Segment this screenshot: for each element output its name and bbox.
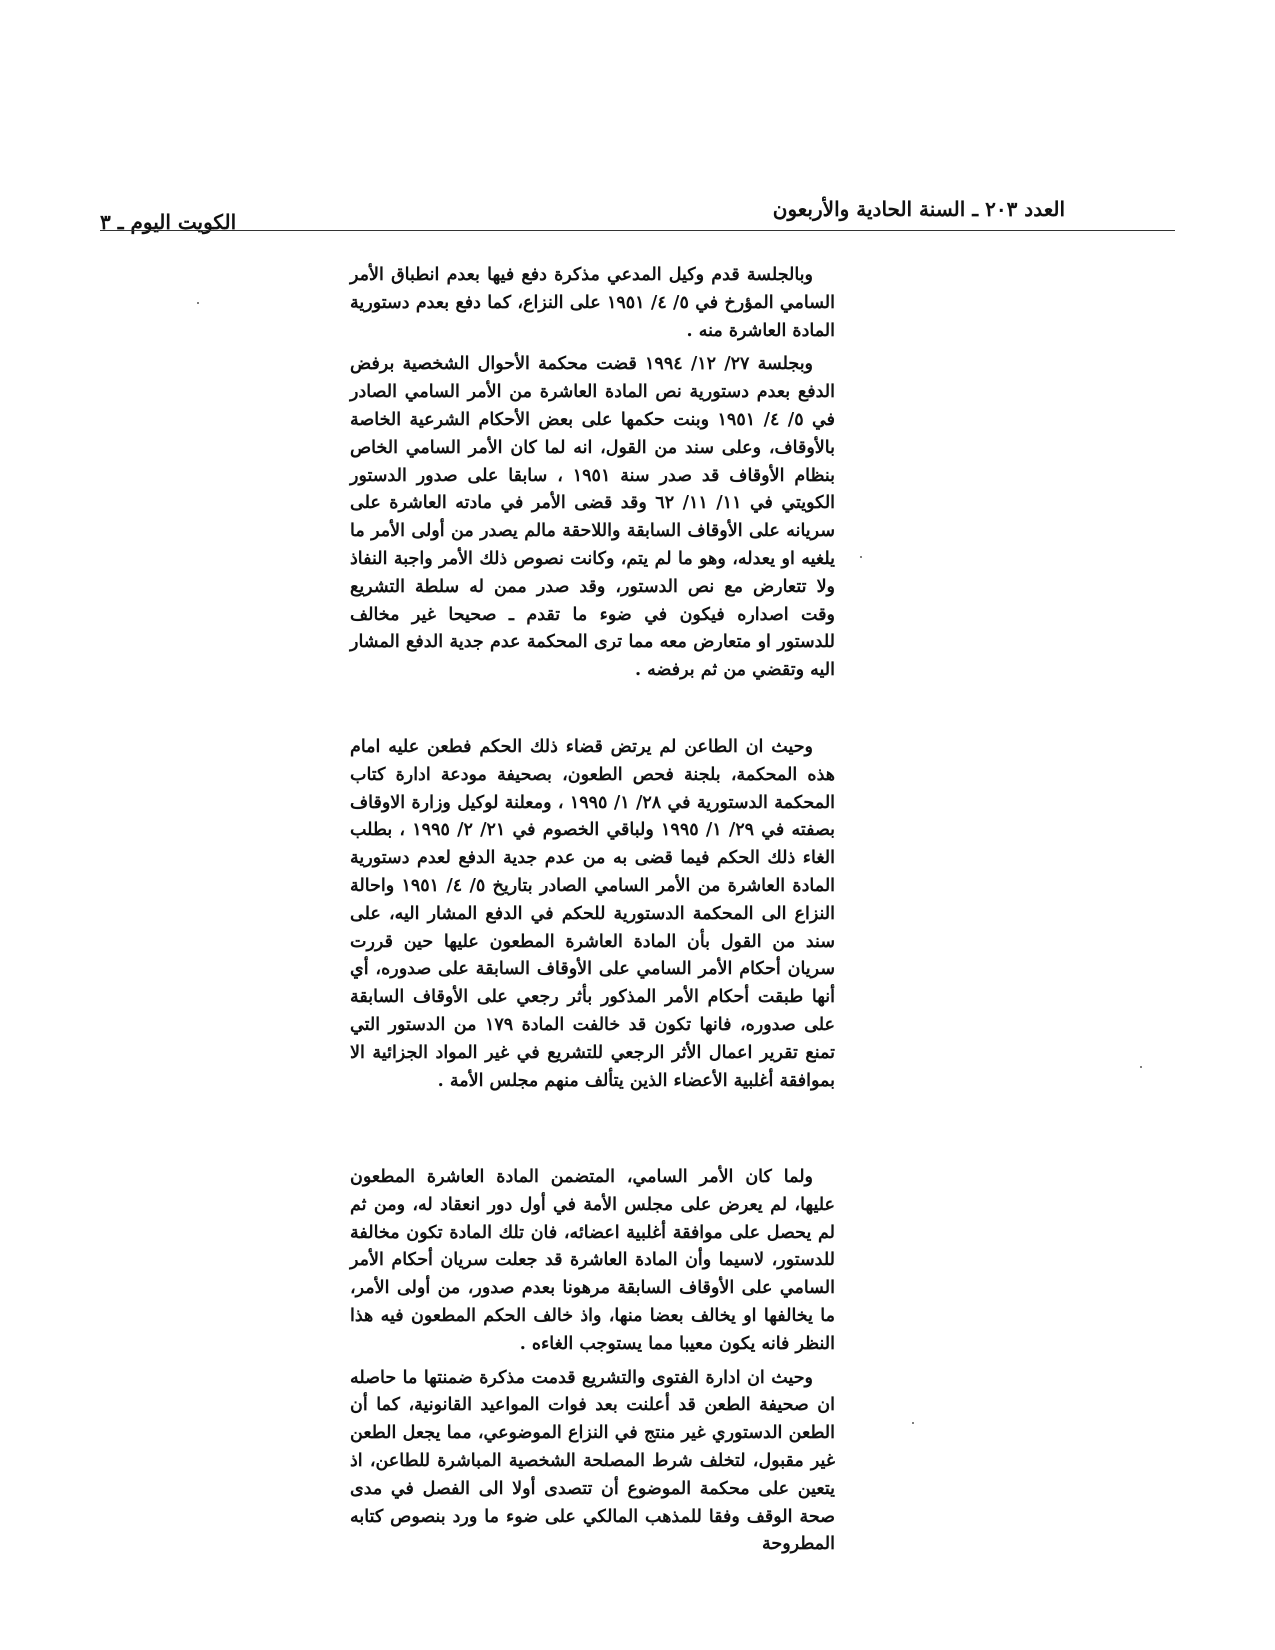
issue-header: العدد ٢٠٣ ـ السنة الحادية والأربعون <box>772 197 1065 221</box>
scan-speck <box>1140 1066 1142 1068</box>
paragraph: وبالجلسة قدم وكيل المدعي مذكرة دفع فيها بعدم انطباق الأمر السامي المؤرخ في ٥/ ٤/ ١٩٥١ على النزاع، كما دفع بعدم دستورية المادة العاشرة منه . <box>350 265 836 341</box>
text-section-1 <box>350 262 835 691</box>
paragraph: وبجلسة ٢٧/ ١٢/ ١٩٩٤ قضت محكمة الأحوال الشخصية برفض الدفع بعدم دستورية نص المادة العاشرة من الأمر السامي الصادر في ٥/ ٤/ ١٩٥١ وبنت حكمها على بعض الأحكام الشرعية الخاصة بالأوقاف، وعلى سند من القول، انه لما كان الأمر السامي الخاص بنظام الأوقاف قد صدر سنة ١٩٥١ ، سابقا على صدور الدستور الكويتي في ١١/ ١١/ ٦٢ وقد قضى الأمر في مادته العاشرة على سريانه على الأوقاف السابقة واللاحقة مالم يصدر من أولى الأمر ما يلغيه او يعدله، وهو ما لم يتم، وكانت نصوص ذلك الأمر واجبة النفاذ ولا تتعارض مع نص الدستور، وقد صدر ممن له سلطة التشريع وقت اصداره فيكون في ضوء ما تقدم ـ صحيحا غير مخالف للدستور او متعارض معه مما ترى المحكمة عدم جدية الدفع المشار اليه وتقضي من ثم برفضه . <box>350 354 836 681</box>
paragraph: وحيث ان الطاعن لم يرتض قضاء ذلك الحكم فطعن عليه امام هذه المحكمة، بلجنة فحص الطعون، بصحيفة مودعة ادارة كتاب المحكمة الدستورية في ٢٨/ ١/ ١٩٩٥ ، ومعلنة لوكيل وزارة الاوقاف بصفته في ٢٩/ ١/ ١٩٩٥ ولباقي الخصوم في ٢١/ ٢/ ١٩٩٥ ، بطلب الغاء ذلك الحكم فيما قضى به من عدم جدية الدفع لعدم دستورية المادة العاشرة من الأمر السامي الصادر بتاريخ ٥/ ٤/ ١٩٥١ واحالة النزاع الى المحكمة الدستورية للحكم في الدفع المشار اليه، على سند من القول بأن المادة العاشرة المطعون عليها حين قررت سريان أحكام الأمر السامي على الأوقاف السابقة على صدوره، أي أنها طبقت أحكام الأمر المذكور بأثر رجعي على الأوقاف السابقة على صدوره، فانها تكون قد خالفت المادة ١٧٩ من الدستور التي تمنع تقرير اعمال الأثر الرجعي للتشريع في غير المواد الجزائية الا بموافقة أغلبية الأعضاء الذين يتألف منهم مجلس الأمة . <box>350 737 836 1091</box>
scan-speck <box>912 1422 914 1424</box>
text-section-3 <box>350 1164 835 1565</box>
scan-speck <box>197 302 199 304</box>
header-divider <box>100 230 1175 231</box>
paragraph: وحيث ان ادارة الفتوى والتشريع قدمت مذكرة ضمنتها ما حاصله ان صحيفة الطعن قد أعلنت بعد فوات المواعيد القانونية، كما أن الطعن الدستوري غير منتج في النزاع الموضوعي، مما يجعل الطعن غير مقبول، لتخلف شرط المصلحة الشخصية المباشرة للطاعن، اذ يتعين على محكمة الموضوع أن تتصدى أولا الى الفصل في مدى صحة الوقف وفقا للمذهب المالكي على ضوء ما ورد بنصوص كتابه المطروحة <box>350 1367 835 1555</box>
publication-header: الكويت اليوم ـ ٣ <box>100 210 237 234</box>
text-section-2 <box>350 734 835 1101</box>
scan-speck <box>860 556 862 558</box>
paragraph: ولما كان الأمر السامي، المتضمن المادة العاشرة المطعون عليها، لم يعرض على مجلس الأمة في أول دور انعقاد له، ومن ثم لم يحصل على موافقة أغلبية اعضائه، فان تلك المادة تكون مخالفة للدستور، لاسيما وأن المادة العاشرة قد جعلت سريان أحكام الأمر السامي على الأوقاف السابقة مرهونا بعدم صدور، من أولى الأمر، ما يخالفها او يخالف بعضا منها، واذ خالف الحكم المطعون فيه هذا النظر فانه يكون معيبا مما يستوجب الغاءه . <box>350 1167 835 1354</box>
